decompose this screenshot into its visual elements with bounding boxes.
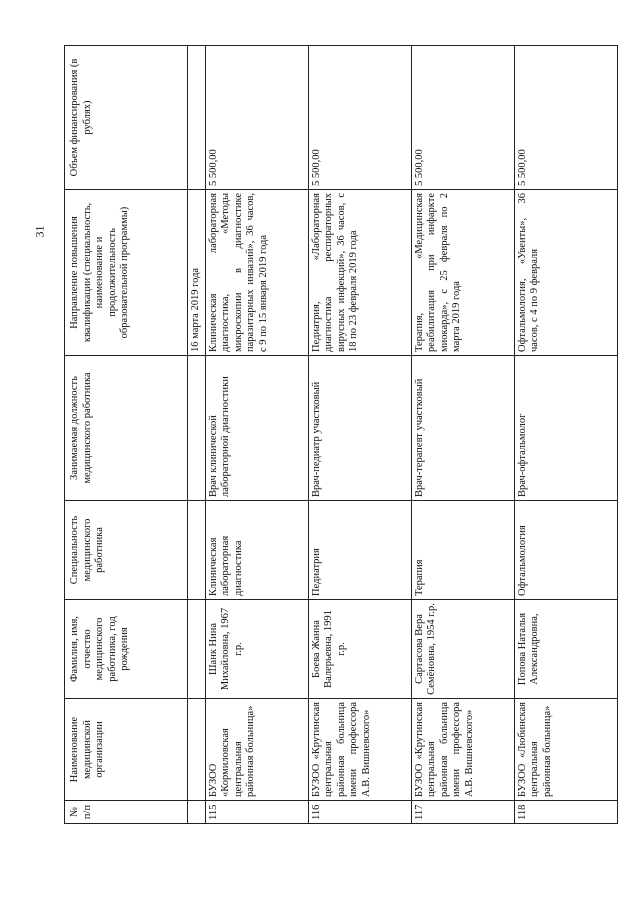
- header-org: Наименование медицинской организации: [65, 699, 188, 801]
- cell-num: 118: [514, 801, 617, 824]
- cell-direction: Педиатрия, «Лабораторная диагностика респираторных вирусных инфекций», 36 часов, с 18 по 23 февраля 2019 года: [308, 190, 411, 356]
- header-amount: Объем финансирования (в рублях): [65, 46, 188, 190]
- cell-direction: Клиническая лабораторная диагностика, «Методы микроскопии в диагностике паразитарных инвазий», 36 часов, с 9 по 15 января 2019 года: [205, 190, 308, 356]
- header-position: Занимаемая должность медицинского работника: [65, 356, 188, 501]
- table-row: [514, 46, 617, 824]
- page-number: 31: [32, 225, 47, 238]
- cell-num: 116: [308, 801, 411, 824]
- header-direction: Направление повышения квалификации (специальность, наименование и продолжительность образовательной программы): [65, 190, 188, 356]
- header-specialty: Специальность медицинского работника: [65, 501, 188, 600]
- cell-person: Сартасова Вера Семёновна, 1954 г.р.: [411, 600, 514, 699]
- cell-person: Шанк Нина Михайловна, 1967 г.р.: [205, 600, 308, 699]
- rotated-table-wrapper: [64, 46, 571, 824]
- cell-amount: 5 500,00: [514, 46, 617, 190]
- cell-specialty: Педиатрия: [308, 501, 411, 600]
- continuation-cell: 16 марта 2019 года: [188, 190, 206, 356]
- continuation-row: [188, 46, 206, 824]
- cell-num: 117: [411, 801, 514, 824]
- cell-org: БУЗОО «Крутинская центральная районная больница имени профессора А.В. Вишневского»: [411, 699, 514, 801]
- cell-amount: 5 500,00: [308, 46, 411, 190]
- header-person: Фамилия, имя, отчество медицинского работника, год рождения: [65, 600, 188, 699]
- cell-specialty: Офтальмология: [514, 501, 617, 600]
- cell-position: Врач-терапевт участковый: [411, 356, 514, 501]
- cell-position: Врач-офтальмолог: [514, 356, 617, 501]
- cell-direction: Терапия, «Медицинская реабилитация при инфаркте миокарда», с 25 февраля по 2 марта 2019 года: [411, 190, 514, 356]
- table-row: [308, 46, 411, 824]
- cell-specialty: Клиническая лабораторная диагностика: [205, 501, 308, 600]
- header-num: № п/п: [65, 801, 188, 824]
- cell-specialty: Терапия: [411, 501, 514, 600]
- table-header-row: [65, 46, 188, 824]
- cell-org: БУЗОО «Кормиловская центральная районная больница»: [205, 699, 308, 801]
- cell-position: Врач-педиатр участковый: [308, 356, 411, 501]
- cell-amount: 5 500,00: [205, 46, 308, 190]
- table-row: [205, 46, 308, 824]
- cell-person: Боева Жанна Валерьевна, 1991 г.р.: [308, 600, 411, 699]
- cell-org: БУЗОО «Любинская центральная районная больница»: [514, 699, 617, 801]
- cell-org: БУЗОО «Крутинская центральная районная больница имени профессора А.В. Вишневского»: [308, 699, 411, 801]
- staff-training-table: [64, 45, 618, 824]
- cell-amount: 5 500,00: [411, 46, 514, 190]
- cell-person: Попова Наталья Александровна,: [514, 600, 617, 699]
- cell-position: Врач клинической лабораторной диагностики: [205, 356, 308, 501]
- table-row: [411, 46, 514, 824]
- cell-direction: Офтальмология, «Увеиты», 36 часов, с 4 по 9 февраля: [514, 190, 617, 356]
- cell-num: 115: [205, 801, 308, 824]
